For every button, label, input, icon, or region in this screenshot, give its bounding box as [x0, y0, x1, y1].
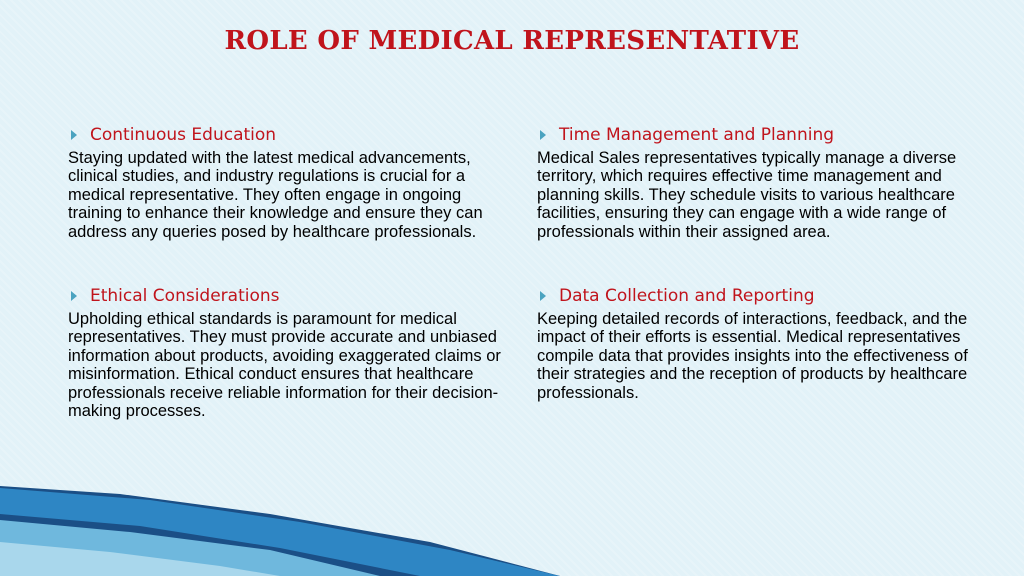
bullet-arrow-icon — [71, 291, 77, 301]
section-body: Staying updated with the latest medical advancements, clinical studies, and industry regulations is crucial for a medical representative. They often engage in ongoing training to enhance their knowledge and ensure they can address any queries posed by healthcare professionals. — [68, 149, 483, 241]
section-heading: Ethical Considerations — [90, 286, 280, 306]
section-data-collection — [537, 285, 987, 402]
section-heading: Continuous Education — [90, 125, 277, 145]
section-body: Medical Sales representatives typically manage a diverse territory, which requires effective time management and planning skills. They schedule visits to various healthcare facilities, ensuring they can engage with a wide range of professionals within their assigned area. — [537, 149, 957, 241]
section-continuous-education — [68, 124, 508, 241]
decorative-swoosh — [0, 470, 1024, 576]
section-body: Upholding ethical standards is paramount for medical representatives. They must provide accurate and unbiased information about products, avoiding exaggerated claims or misinformation. Ethical conduct ensures that healthcare professionals receive reliable information for their decision-making processes. — [68, 310, 501, 421]
section-time-management — [537, 124, 987, 241]
section-body: Keeping detailed records of interactions, feedback, and the impact of their efforts is essential. Medical representatives compile data that provides insights into the effectiveness of their strategies and the reception of products by healthcare professionals. — [537, 310, 968, 402]
bullet-arrow-icon — [540, 130, 546, 140]
section-ethical-considerations — [68, 285, 508, 420]
bullet-arrow-icon — [71, 130, 77, 140]
section-heading: Data Collection and Reporting — [559, 286, 815, 306]
section-heading: Time Management and Planning — [559, 125, 835, 145]
bullet-arrow-icon — [540, 291, 546, 301]
slide-title: ROLE OF MEDICAL REPRESENTATIVE — [224, 26, 800, 56]
